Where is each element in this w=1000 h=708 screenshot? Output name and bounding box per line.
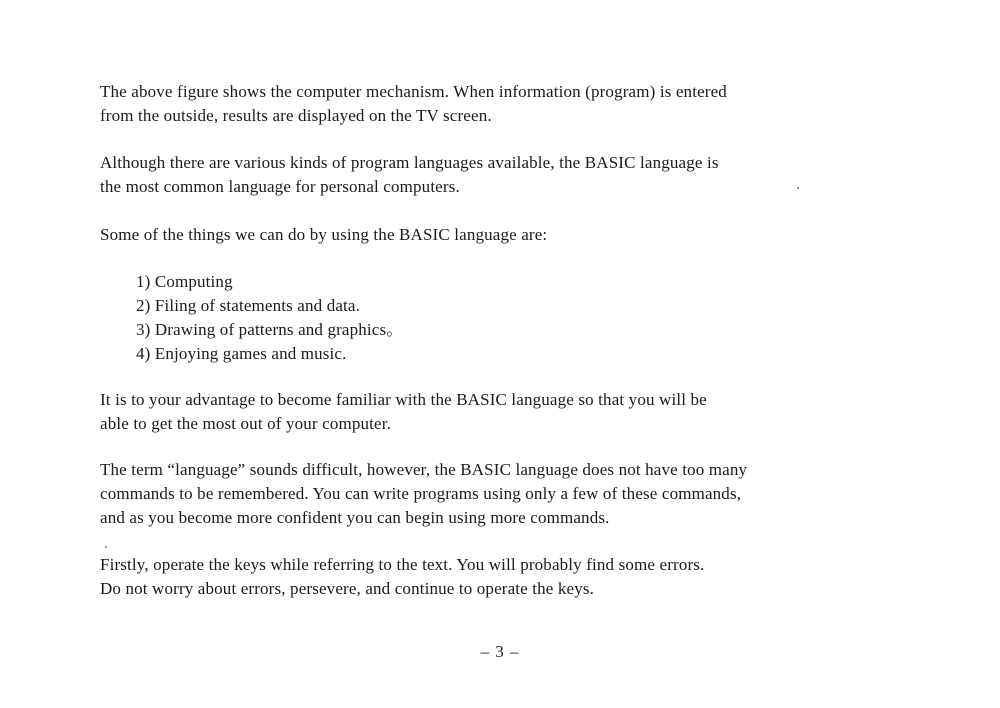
list-item: 2) Filing of statements and data. <box>136 296 361 315</box>
list-item: 1) Computing <box>136 272 233 291</box>
text-line: It is to your advantage to become familiar with the BASIC language so that you will be <box>100 390 707 409</box>
list-item: 4) Enjoying games and music. <box>136 344 347 363</box>
text-line: Firstly, operate the keys while referring to the text. You will probably find some errors. <box>100 555 705 574</box>
uses-list <box>136 270 636 366</box>
text-line: The above figure shows the computer mechanism. When information (program) is entered <box>100 82 727 101</box>
text-line: Although there are various kinds of program languages available, the BASIC language is <box>100 153 719 172</box>
paragraph-computer-mechanism <box>100 80 900 128</box>
text-line: commands to be remembered. You can write programs using only a few of these commands, <box>100 484 742 503</box>
paragraph-list-intro <box>100 223 900 247</box>
text-line: Do not worry about errors, persevere, and continue to operate the keys. <box>100 579 595 598</box>
scan-speck <box>105 546 107 548</box>
scan-speck <box>797 187 799 189</box>
text-line: and as you become more confident you can begin using more commands. <box>100 508 610 527</box>
list-item: 3) Drawing of patterns and graphics。 <box>136 320 404 339</box>
text-line: from the outside, results are displayed on the TV screen. <box>100 106 492 125</box>
text-line: Some of the things we can do by using the BASIC language are: <box>100 225 548 244</box>
text-line: The term “language” sounds difficult, however, the BASIC language does not have too many <box>100 460 748 479</box>
page-number: – 3 – <box>480 642 520 661</box>
paragraph-basic-language <box>100 151 900 199</box>
text-line: the most common language for personal computers. <box>100 177 460 196</box>
paragraph-term-language <box>100 458 900 530</box>
paragraph-advantage <box>100 388 900 436</box>
text-line: able to get the most out of your computer. <box>100 414 391 433</box>
paragraph-operate-keys <box>100 553 900 601</box>
